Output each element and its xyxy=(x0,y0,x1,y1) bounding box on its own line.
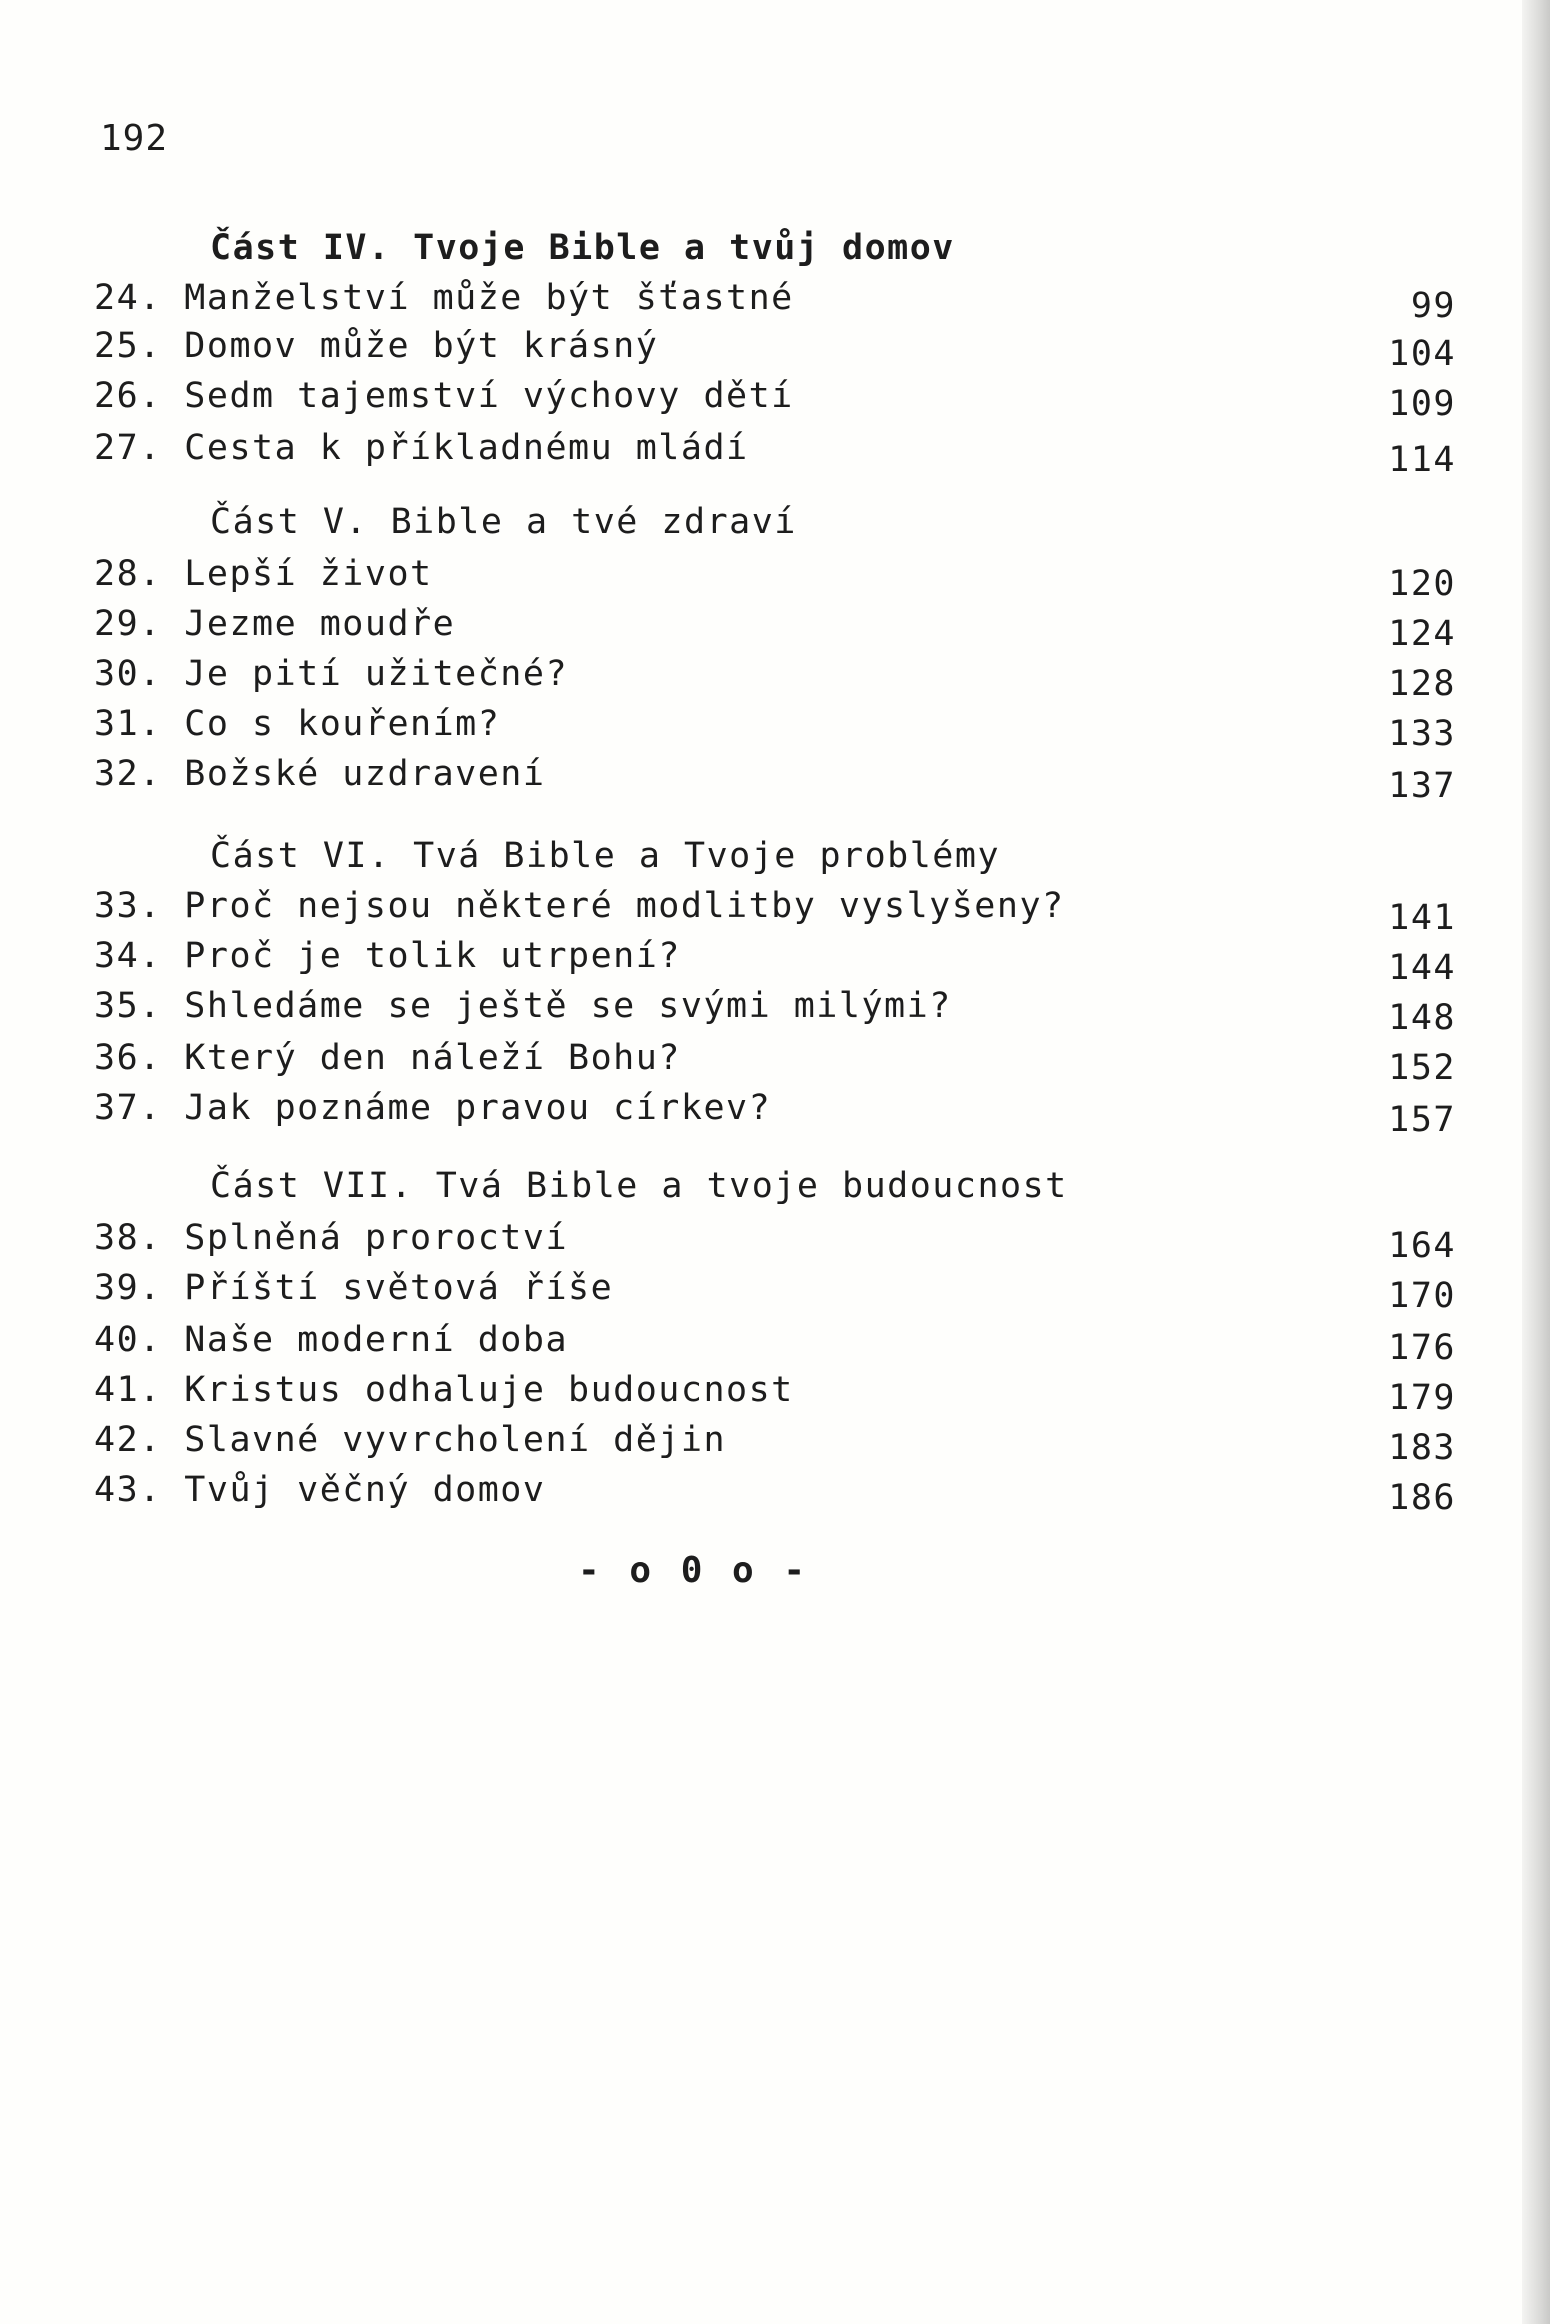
entry-page-38: 164 xyxy=(1388,1226,1456,1266)
entry-page-28: 120 xyxy=(1388,564,1456,604)
entry-title: Splněná proroctví xyxy=(184,1218,569,1258)
entry-title: Shledáme se ještě se svými milými? xyxy=(184,986,952,1026)
entry-page-39: 170 xyxy=(1388,1276,1456,1316)
entry-number: 35. xyxy=(94,986,162,1026)
entry-page-31: 133 xyxy=(1388,714,1456,754)
entry-title: Který den náleží Bohu? xyxy=(184,1038,681,1078)
entry-page-27: 114 xyxy=(1388,440,1456,480)
entry-page-42: 183 xyxy=(1388,1428,1456,1468)
entry-title: Naše moderní doba xyxy=(184,1320,569,1360)
entry-title: Božské uzdravení xyxy=(184,754,546,794)
section-title-v: Část V. Bible a tvé zdraví xyxy=(210,502,797,542)
page-edge-shadow xyxy=(1522,0,1550,2324)
entry-number: 25. xyxy=(94,326,162,366)
toc-entry-34 xyxy=(94,936,681,976)
entry-number: 43. xyxy=(94,1470,162,1510)
toc-entry-26 xyxy=(94,376,794,416)
entry-number: 37. xyxy=(94,1088,162,1128)
entry-page-36: 152 xyxy=(1388,1048,1456,1088)
toc-entry-37 xyxy=(94,1088,771,1128)
entry-number: 41. xyxy=(94,1370,162,1410)
toc-entry-42 xyxy=(94,1420,726,1460)
end-ornament: - o 0 o - xyxy=(578,1550,810,1591)
entry-title: Kristus odhaluje budoucnost xyxy=(184,1370,794,1410)
toc-entry-41 xyxy=(94,1370,794,1410)
section-title-vi: Část VI. Tvá Bible a Tvoje problémy xyxy=(210,836,1001,876)
toc-entry-24 xyxy=(94,278,794,318)
entry-title: Cesta k příkladnému mládí xyxy=(184,428,749,468)
entry-page-43: 186 xyxy=(1388,1478,1456,1518)
entry-number: 28. xyxy=(94,554,162,594)
entry-number: 34. xyxy=(94,936,162,976)
entry-number: 36. xyxy=(94,1038,162,1078)
toc-entry-39 xyxy=(94,1268,613,1308)
entry-title: Proč nejsou některé modlitby vyslyšeny? xyxy=(184,886,1065,926)
entry-page-34: 144 xyxy=(1388,948,1456,988)
toc-entry-40 xyxy=(94,1320,568,1360)
toc-entry-29 xyxy=(94,604,455,644)
toc-entry-38 xyxy=(94,1218,568,1258)
toc-entry-43 xyxy=(94,1470,545,1510)
entry-number: 42. xyxy=(94,1420,162,1460)
toc-entry-31 xyxy=(94,704,500,744)
entry-page-37: 157 xyxy=(1388,1100,1456,1140)
entry-title: Lepší život xyxy=(184,554,433,594)
entry-page-29: 124 xyxy=(1388,614,1456,654)
entry-title: Je pití užitečné? xyxy=(184,654,569,694)
entry-number: 24. xyxy=(94,278,162,318)
toc-entry-35 xyxy=(94,986,952,1026)
entry-number: 40. xyxy=(94,1320,162,1360)
entry-number: 29. xyxy=(94,604,162,644)
entry-page-24: 99 xyxy=(1410,286,1456,326)
toc-entry-27 xyxy=(94,428,749,468)
entry-title: Domov může být krásný xyxy=(184,326,659,366)
entry-page-33: 141 xyxy=(1388,898,1456,938)
entry-number: 38. xyxy=(94,1218,162,1258)
entry-number: 27. xyxy=(94,428,162,468)
entry-number: 39. xyxy=(94,1268,162,1308)
entry-title: Co s kouřením? xyxy=(184,704,501,744)
entry-number: 31. xyxy=(94,704,162,744)
entry-number: 33. xyxy=(94,886,162,926)
entry-page-30: 128 xyxy=(1388,664,1456,704)
entry-page-40: 176 xyxy=(1388,1328,1456,1368)
entry-number: 32. xyxy=(94,754,162,794)
toc-entry-25 xyxy=(94,326,658,366)
entry-page-25: 104 xyxy=(1388,334,1456,374)
entry-title: Slavné vyvrcholení dějin xyxy=(184,1420,727,1460)
toc-entry-36 xyxy=(94,1038,681,1078)
entry-number: 30. xyxy=(94,654,162,694)
toc-entry-28 xyxy=(94,554,433,594)
entry-page-32: 137 xyxy=(1388,766,1456,806)
entry-title: Proč je tolik utrpení? xyxy=(184,936,681,976)
entry-title: Jezme moudře xyxy=(184,604,456,644)
section-title-iv: Část IV. Tvoje Bible a tvůj domov xyxy=(210,228,955,268)
entry-title: Manželství může být šťastné xyxy=(184,278,794,318)
toc-entry-33 xyxy=(94,886,1065,926)
toc-entry-30 xyxy=(94,654,568,694)
page-number: 192 xyxy=(100,118,169,159)
section-title-vii: Část VII. Tvá Bible a tvoje budoucnost xyxy=(210,1166,1068,1206)
entry-number: 26. xyxy=(94,376,162,416)
entry-title: Příští světová říše xyxy=(184,1268,614,1308)
entry-title: Jak poznáme pravou církev? xyxy=(184,1088,772,1128)
entry-page-26: 109 xyxy=(1388,384,1456,424)
entry-page-41: 179 xyxy=(1388,1378,1456,1418)
entry-title: Sedm tajemství výchovy dětí xyxy=(184,376,794,416)
toc-entry-32 xyxy=(94,754,545,794)
entry-title: Tvůj věčný domov xyxy=(184,1470,546,1510)
entry-page-35: 148 xyxy=(1388,998,1456,1038)
